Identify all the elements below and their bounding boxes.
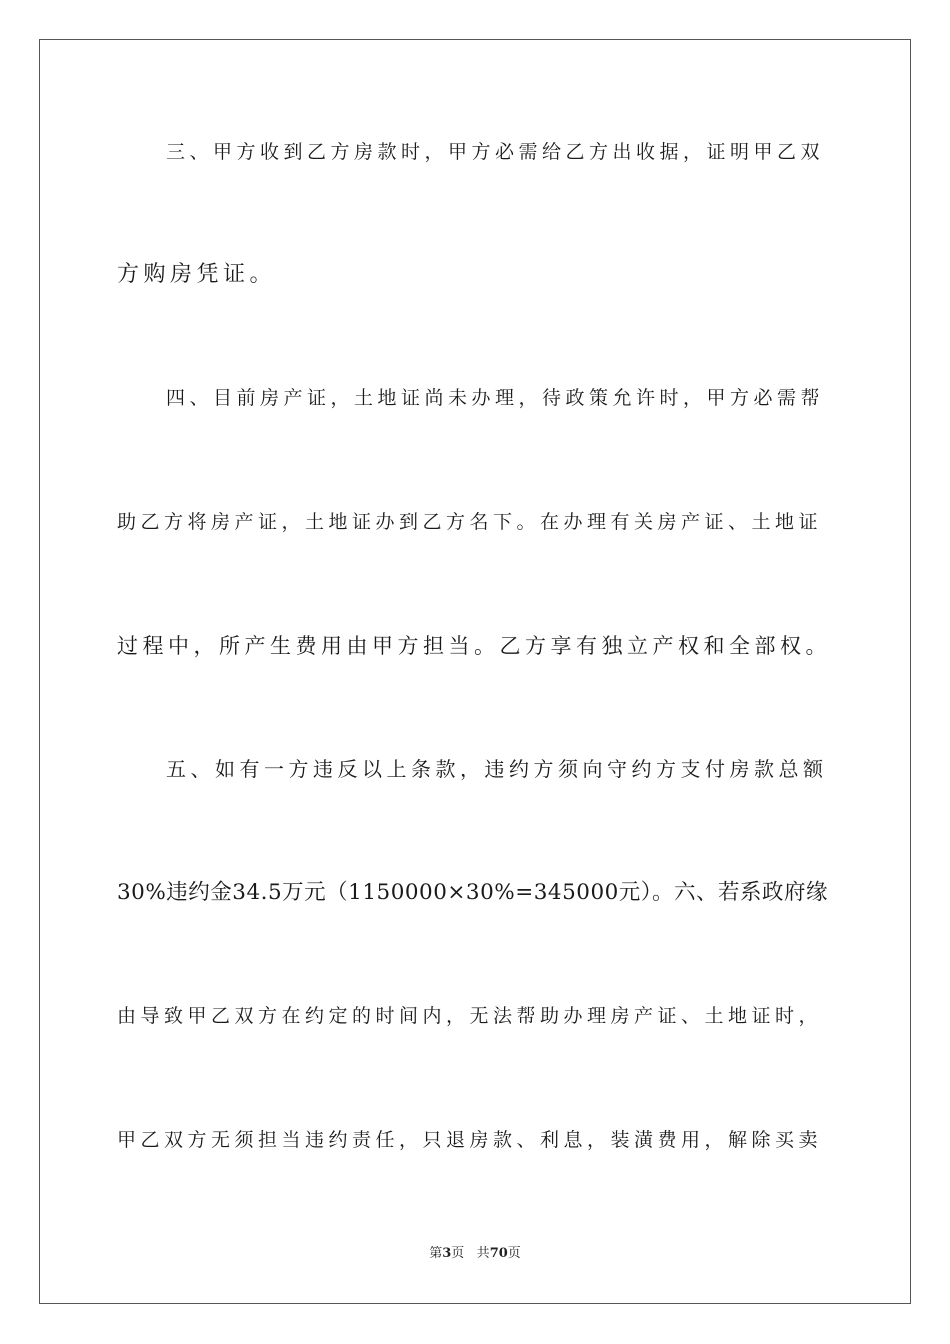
paragraph-line: 三、甲方收到乙方房款时，甲方必需给乙方出收据，证明甲乙双 bbox=[166, 141, 825, 163]
paragraph-line: 过程中，所产生费用由甲方担当。乙方享有独立产权和全部权。 bbox=[117, 634, 831, 658]
footer-page-number: 3 bbox=[442, 1246, 452, 1261]
paragraph-line: 由导致甲乙双方在约定的时间内，无法帮助办理房产证、土地证时， bbox=[117, 1005, 823, 1027]
paragraph-line: 五、如有一方违反以上条款，违约方须向守约方支付房款总额 bbox=[166, 757, 828, 781]
footer-total-prefix: 共 bbox=[476, 1246, 490, 1261]
paragraph-line: 方购房凭证。 bbox=[117, 262, 277, 287]
footer-page-prefix: 第 bbox=[429, 1246, 443, 1261]
footer-total-suffix: 页 bbox=[507, 1246, 521, 1261]
paragraph-line: 四、目前房产证，土地证尚未办理，待政策允许时，甲方必需帮 bbox=[166, 387, 825, 409]
paragraph-line: 30%违约金34.5万元（1150000×30%=345000元）。六、若系政府缘 bbox=[117, 880, 829, 905]
footer-total-pages: 70 bbox=[489, 1246, 508, 1261]
footer-page-suffix: 页 bbox=[451, 1246, 465, 1261]
page-footer bbox=[0, 1245, 950, 1263]
paragraph-line: 甲乙双方无须担当违约责任，只退房款、利息，装潢费用，解除买卖 bbox=[117, 1129, 823, 1151]
paragraph-line: 助乙方将房产证，土地证办到乙方名下。在办理有关房产证、土地证 bbox=[117, 511, 823, 533]
page-border bbox=[39, 39, 911, 1304]
